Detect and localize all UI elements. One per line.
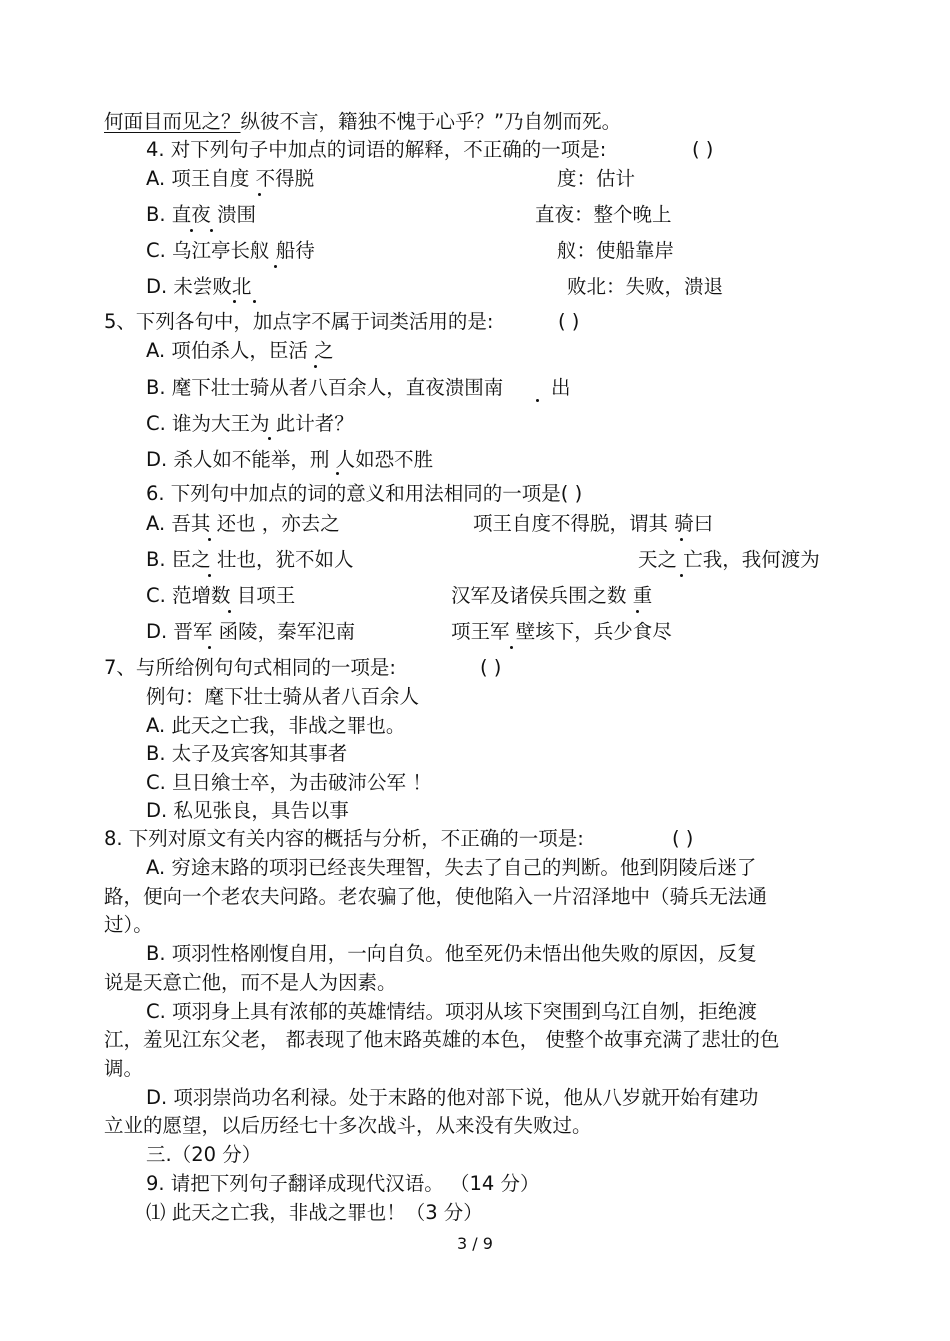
question-4-stem: 4. 对下列句子中加点的词语的解释，不正确的一项是: bbox=[146, 138, 607, 161]
emphasis-dot bbox=[208, 646, 211, 649]
option-8c-line2: 江，羞见江东父老， 都表现了他末路英雄的本色， 使整个故事充满了悲壮的色 bbox=[104, 1028, 780, 1051]
option-6b-compare: 天之 亡我，我何渡为 bbox=[638, 548, 820, 571]
option-5b-tail: 出 bbox=[551, 376, 571, 399]
option-8a-line3: 过）。 bbox=[104, 913, 153, 936]
section-heading: 三.（20 分） bbox=[146, 1143, 262, 1166]
option-7d: D. 私见张良，具告以事 bbox=[146, 799, 349, 822]
option-5c: C. 谁为大王为 此计者？ bbox=[146, 412, 354, 435]
option-4d-gloss: 败北：失败，溃退 bbox=[567, 275, 724, 298]
emphasis-dot bbox=[208, 574, 211, 577]
answer-parens: ( ) bbox=[480, 656, 502, 679]
emphasis-dot bbox=[510, 646, 513, 649]
question-8-stem: 8. 下列对原文有关内容的概括与分析，不正确的一项是: bbox=[104, 827, 584, 850]
option-7b: B. 太子及宾客知其事者 bbox=[146, 742, 348, 765]
answer-parens: ( ) bbox=[558, 310, 580, 333]
emphasis-dot bbox=[636, 610, 639, 613]
option-4b: B. 直夜 溃围 bbox=[146, 203, 256, 226]
emphasis-dot bbox=[680, 538, 683, 541]
question-6-stem: 6. 下列句中加点的词的意义和用法相同的一项是( ) bbox=[146, 482, 583, 505]
option-8c-line3: 调。 bbox=[104, 1057, 144, 1080]
emphasis-dot bbox=[210, 229, 213, 232]
option-5a: A. 项伯杀人，臣活 之 bbox=[146, 339, 334, 362]
emphasis-dot bbox=[314, 365, 317, 368]
emphasis-dot bbox=[228, 610, 231, 613]
emphasis-dot bbox=[190, 229, 193, 232]
option-5d: D. 杀人如不能举，刑 人如恐不胜 bbox=[146, 448, 434, 471]
option-6c-compare: 汉军及诸侯兵围之数 重 bbox=[451, 584, 653, 607]
option-4c: C. 乌江亭长舣 船待 bbox=[146, 239, 315, 262]
option-8b-line1: B. 项羽性格刚愎自用，一向自负。他至死仍未悟出他失败的原因，反复 bbox=[146, 942, 757, 965]
option-4d: D. 未尝败北 bbox=[146, 275, 252, 298]
option-6c: C. 范增数 目项王 bbox=[146, 584, 296, 607]
option-6a-compare: 项王自度不得脱，谓其 骑曰 bbox=[473, 512, 714, 535]
option-8d-line2: 立业的愿望，以后历经七十多次战斗，从来没有失败过。 bbox=[104, 1114, 592, 1137]
option-4b-gloss: 直夜：整个晚上 bbox=[535, 203, 672, 226]
emphasis-dot bbox=[336, 472, 339, 475]
option-6d: D. 晋军 函陵，秦军氾南 bbox=[146, 620, 356, 643]
emphasis-dot bbox=[253, 300, 256, 303]
option-6b: B. 臣之 壮也，犹不如人 bbox=[146, 548, 354, 571]
passage-line: 何面目而见之？纵彼不言，籍独不愧于心乎？”乃自刎而死。 bbox=[104, 110, 622, 133]
option-8b-line2: 说是天意亡他，而不是人为因素。 bbox=[104, 971, 397, 994]
option-5b: B. 麾下壮士骑从者八百余人，直夜溃围南 bbox=[146, 376, 504, 399]
question-9-item-1: ⑴ 此天之亡我，非战之罪也！（3 分） bbox=[146, 1201, 483, 1224]
emphasis-dot bbox=[233, 300, 236, 303]
question-9-stem: 9. 请把下列句子翻译成现代汉语。 （14 分） bbox=[146, 1172, 540, 1195]
question-5-stem: 5、下列各句中，加点字不属于词类活用的是: bbox=[104, 310, 494, 333]
option-7a: A. 此天之亡我，非战之罪也。 bbox=[146, 714, 406, 737]
option-8a-line2: 路，便向一个老农夫问路。老农骗了他，使他陷入一片沼泽地中（骑兵无法通 bbox=[104, 885, 768, 908]
emphasis-dot bbox=[680, 574, 683, 577]
emphasis-dot bbox=[258, 193, 261, 196]
emphasis-dot bbox=[274, 265, 277, 268]
option-6a: A. 吾其 还也 ，亦去之 bbox=[146, 512, 340, 535]
option-6d-compare: 项王军 壁垓下，兵少食尽 bbox=[451, 620, 672, 643]
question-7-stem: 7、与所给例句句式相同的一项是: bbox=[104, 656, 396, 679]
emphasis-dot bbox=[536, 399, 539, 402]
option-4a: A. 项王自度 不得脱 bbox=[146, 167, 315, 190]
option-8a-line1: A. 穷途末路的项羽已经丧失理智，失去了自己的判断。他到阴陵后迷了 bbox=[146, 856, 757, 879]
option-4a-gloss: 度：估计 bbox=[557, 167, 636, 190]
emphasis-dot bbox=[268, 437, 271, 440]
page-number: 3 / 9 bbox=[457, 1234, 493, 1253]
option-7c: C. 旦日飨士卒，为击破沛公军 ！ bbox=[146, 771, 432, 794]
answer-parens: ( ) bbox=[692, 138, 714, 161]
question-7-example: 例句：麾下壮士骑从者八百余人 bbox=[146, 685, 420, 708]
answer-parens: ( ) bbox=[672, 827, 694, 850]
emphasis-dot bbox=[208, 538, 211, 541]
option-4c-gloss: 舣：使船靠岸 bbox=[557, 239, 675, 262]
underlined-text: 何面目而见之？ bbox=[104, 110, 241, 133]
option-8d-line1: D. 项羽崇尚功名利禄。处于末路的他对部下说，他从八岁就开始有建功 bbox=[146, 1086, 759, 1109]
option-8c-line1: C. 项羽身上具有浓郁的英雄情结。项羽从垓下突围到乌江自刎，拒绝渡 bbox=[146, 1000, 758, 1023]
